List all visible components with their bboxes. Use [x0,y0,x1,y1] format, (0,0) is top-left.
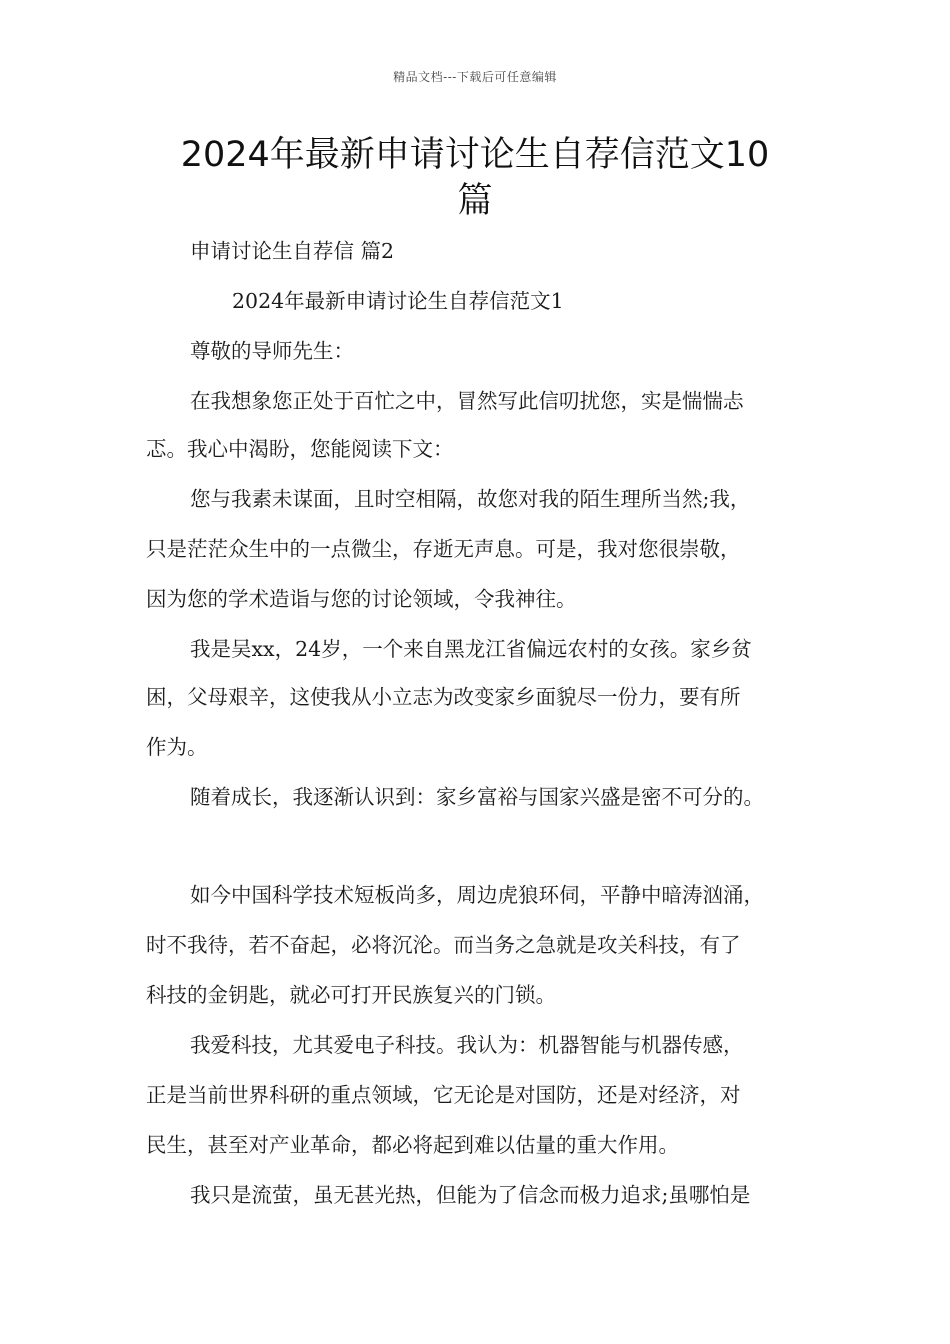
section-heading: 申请讨论生自荐信 篇2 [190,239,395,263]
document-title [140,132,810,224]
paragraph-line: 随着成长，我逐渐认识到：家乡富裕与国家兴盛是密不可分的。 [190,785,764,809]
title-line-2: 篇 [457,181,493,221]
paragraph-line: 忑。我心中渴盼，您能阅读下文： [146,437,454,461]
paragraph-line: 如今中国科学技术短板尚多，周边虎狼环伺，平静中暗涛汹涌， [190,883,764,907]
paragraph-line: 我是吴xx，24岁，一个来自黑龙江省偏远农村的女孩。家乡贫 [190,637,752,661]
paragraph-line: 民生，甚至对产业革命，都必将起到难以估量的重大作用。 [146,1133,679,1157]
sub-heading: 2024年最新申请讨论生自荐信范文1 [232,289,564,313]
salutation: 尊敬的导师先生： [190,339,354,363]
paragraph-line: 因为您的学术造诣与您的讨论领域，令我神往。 [146,587,577,611]
paragraph-line: 困，父母艰辛，这使我从小立志为改变家乡面貌尽一份力，要有所 [146,685,741,709]
paragraph-line: 时不我待，若不奋起，必将沉沦。而当务之急就是攻关科技，有了 [146,933,741,957]
header-note: 精品文档---下载后可任意编辑 [393,70,557,84]
paragraph-line: 只是茫茫众生中的一点微尘，存逝无声息。可是，我对您很崇敬， [146,537,741,561]
paragraph-line: 我只是流萤，虽无甚光热，但能为了信念而极力追求;虽哪怕是 [190,1183,751,1207]
paragraph-line: 科技的金钥匙，就必可打开民族复兴的门锁。 [146,983,556,1007]
paragraph-line: 您与我素未谋面，且时空相隔，故您对我的陌生理所当然;我， [190,487,751,511]
paragraph-line: 我爱科技，尤其爱电子科技。我认为：机器智能与机器传感， [190,1033,744,1057]
title-line-1: 2024年最新申请讨论生自荐信范文10 [180,135,770,175]
paragraph-line: 正是当前世界科研的重点领域，它无论是对国防，还是对经济，对 [146,1083,741,1107]
paragraph-line: 在我想象您正处于百忙之中，冒然写此信叨扰您，实是惴惴忐 [190,389,744,413]
paragraph-line: 作为。 [146,735,208,759]
